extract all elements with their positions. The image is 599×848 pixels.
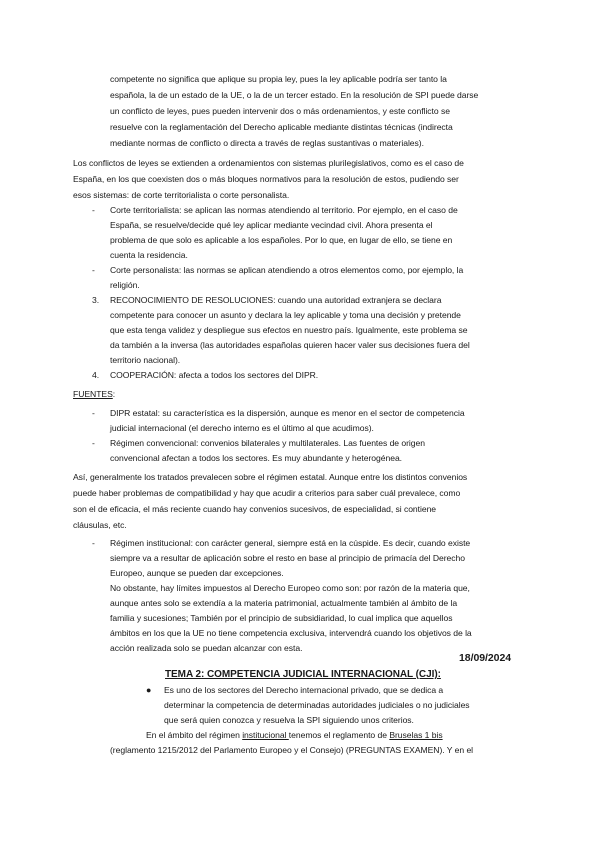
text-line: puede haber problemas de compatibilidad y hay que acudir a criterios para saber cuál prevalece, como (73, 488, 461, 498)
dash-marker: - (92, 205, 95, 215)
text-run: tenemos el reglamento de (288, 730, 390, 740)
text-line: competente para conocer un asunto y declara la ley aplicable y toma una decisión y pretende (110, 310, 461, 320)
text-run-underlined: institucional (242, 730, 289, 740)
dash-marker: - (92, 265, 95, 275)
text-line: Régimen convencional: convenios bilaterales y multilaterales. Las fuentes de origen (110, 438, 425, 448)
fuentes-colon: : (112, 389, 116, 399)
text-line: RECONOCIMIENTO DE RESOLUCIONES: cuando una autoridad extranjera se declara (110, 295, 442, 305)
text-line: Corte personalista: las normas se aplican atendiendo a otros elementos como, por ejemplo, la (110, 265, 464, 275)
text-line: siempre va a resultar de aplicación sobre el resto en base al principio de primacía del Derecho (110, 553, 465, 563)
text-line: convencional afectan a todos los sectores. Es muy abundante y heterogénea. (110, 453, 403, 463)
text-line: española, la de un estado de la UE, o la de un tercer estado. En la resolución de SPI puede darse (110, 90, 479, 100)
text-line: mediante normas de conflicto o directa a través de reglas sustantivas o materiales). (110, 138, 424, 148)
text-line: religión. (110, 280, 140, 290)
text-line: da también a la inversa (las autoridades españolas quieren hacer valer sus decisiones fuera del (110, 340, 470, 350)
text-line: España, se resuelve/decide qué ley aplicar mediante vecindad civil. Ahora presenta el (110, 220, 433, 230)
text-line: un conflicto de leyes, pues pueden intervenir dos o más ordenamientos, y este conflicto se (110, 106, 450, 116)
text-line: que será quien conozca y resuelva la SPI siguiendo unos criterios. (164, 715, 414, 725)
text-line: (reglamento 1215/2012 del Parlamento Europeo y el Consejo) (PREGUNTAS EXAMEN). Y en el (110, 745, 474, 755)
text-line: son el de eficacia, el más reciente cuando hay convenios sucesivos, de especialidad, si contiene (73, 504, 437, 514)
tema-title: TEMA 2: COMPETENCIA JUDICIAL INTERNACIONAL (CJI): (165, 669, 441, 680)
text-line: determinar la competencia de determinadas autoridades judiciales o no judiciales (164, 700, 470, 710)
text-line: cláusulas, etc. (73, 520, 127, 530)
bruselas-link: Bruselas 1 bis (389, 730, 443, 740)
list-number: 3. (92, 295, 100, 305)
text-line: que esta tenga validez y despliegue sus efectos en nuestro país. Igualmente, este problema se (110, 325, 468, 335)
text-line: cuenta la residencia. (110, 250, 188, 260)
text-line: territorio nacional). (110, 355, 181, 365)
text-line: España, en los que coexisten dos o más bloques normativos para la resolución de estos, pudiendo ser (73, 174, 459, 184)
list-number: 4. (92, 370, 100, 380)
text-line: Europeo, aunque se pueden dar excepciones. (110, 568, 284, 578)
text-line: Es uno de los sectores del Derecho internacional privado, que se dedica a (164, 685, 444, 695)
text-line: competente no significa que aplique su propia ley, pues la ley aplicable podría ser tanto la (110, 74, 447, 84)
text-line: DIPR estatal: su característica es la dispersión, aunque es menor en el sector de competencia (110, 408, 465, 418)
text-line: acción realizada solo se puedan alcanzar con esta. (110, 643, 303, 653)
text-line: resuelve con la reglamentación del Derecho aplicable mediante distintas técnicas (indirecta (110, 122, 453, 132)
text-run: En el ámbito del régimen (146, 730, 243, 740)
text-line: Corte territorialista: se aplican las normas atendiendo al territorio. Por ejemplo, en el caso de (110, 205, 458, 215)
section-date: 18/09/2024 (459, 652, 512, 664)
text-line: esos sistemas: de corte territorialista o corte personalista. (73, 190, 290, 200)
text-line: ámbitos en los que la UE no tiene competencia exclusiva, intervendrá cuando los objetivos de la (110, 628, 472, 638)
fuentes-label: FUENTES (73, 389, 113, 399)
dash-marker: - (92, 408, 95, 418)
text-line: problema de que solo es aplicable a los españoles. Por lo que, en lugar de ello, se tiene en (110, 235, 453, 245)
text-line: aunque antes solo se extendía a la materia patrimonial, actualmente también al ámbito de la (110, 598, 458, 608)
text-line: No obstante, hay límites impuestos al Derecho Europeo como son: por razón de la materia que, (110, 583, 470, 593)
text-line (146, 730, 443, 741)
dash-marker: - (92, 438, 95, 448)
text-line: Los conflictos de leyes se extienden a ordenamientos con sistemas plurilegislativos, como es el caso de (73, 158, 464, 168)
text-line: familia y sucesiones; También por el principio de subsidiaridad, lo cual implica que aquellos (110, 613, 453, 623)
section-heading-fuentes (73, 389, 115, 400)
text-line: Régimen institucional: con carácter general, siempre está en la cúspide. Es decir, cuando existe (110, 538, 471, 548)
text-line: judicial internacional (el derecho interno es el último al que acudimos). (110, 423, 374, 433)
text-line: Así, generalmente los tratados prevalecen sobre el régimen estatal. Aunque entre los distintos convenios (73, 472, 468, 482)
bullet-dot-icon: ● (146, 685, 152, 695)
dash-marker: - (92, 538, 95, 548)
text-line: COOPERACIÓN: afecta a todos los sectores del DIPR. (110, 370, 319, 380)
